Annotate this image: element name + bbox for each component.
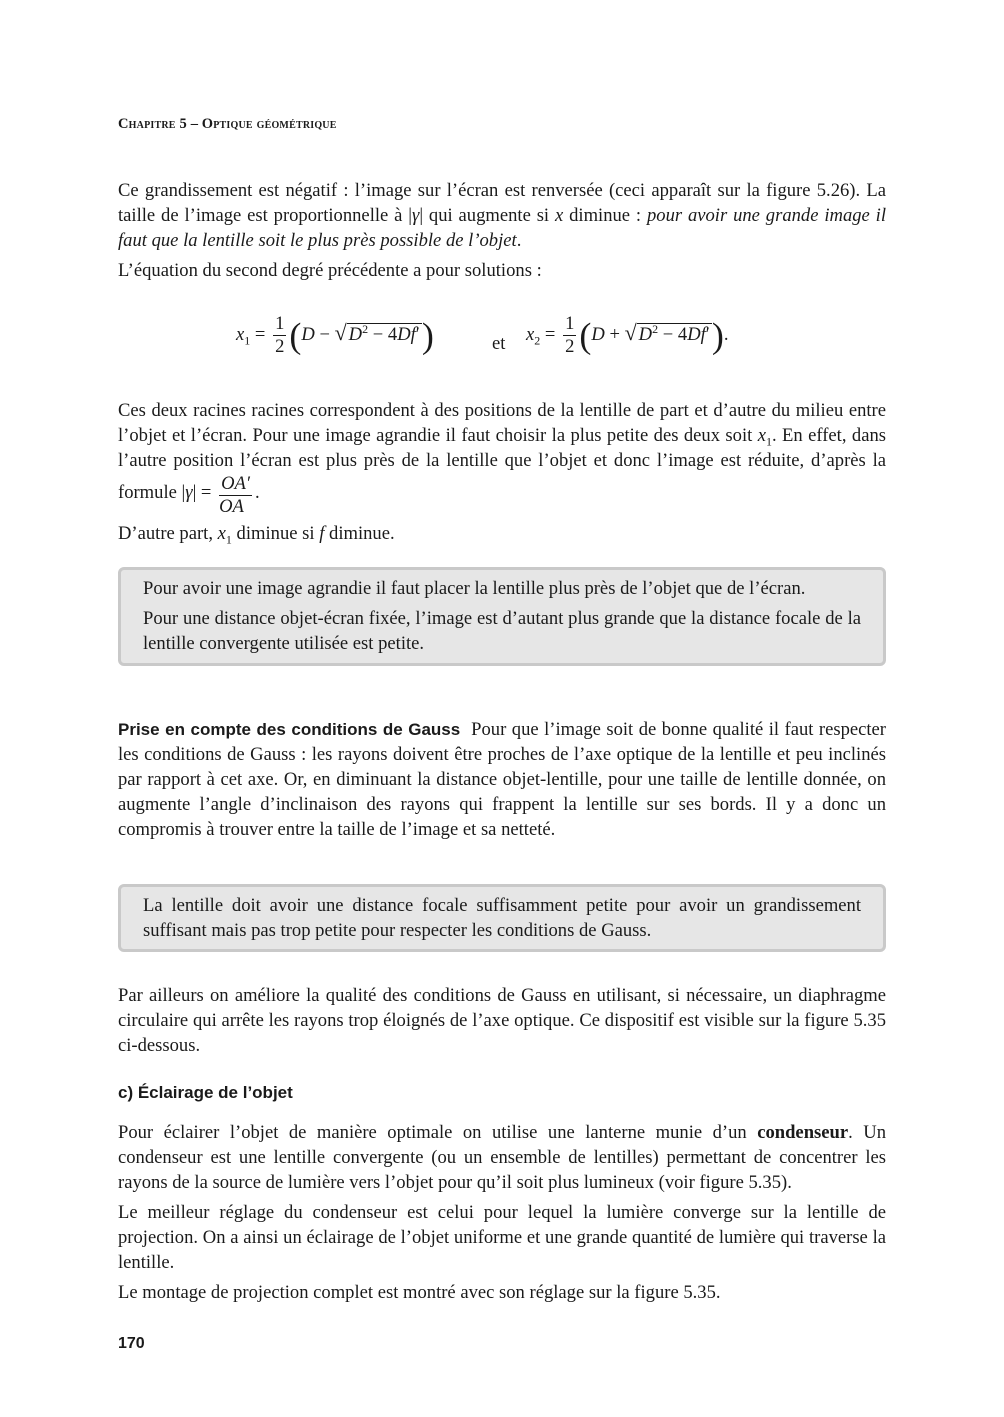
paragraph-condenseur: Pour éclairer l’objet de manière optimale on utilise une lanterne munie d’un condenseur. Un condenseur est une lentille convergente (ou un ensemble de lentilles) permettant de concentrer les rayons de la source de lumière vers l’objet pour qu’il soit plus lumineux (voir figure 5.35). <box>118 1122 886 1193</box>
running-header <box>118 116 337 133</box>
paragraph-autre-part: D’autre part, $x_1$ diminue si f diminue. <box>118 523 395 547</box>
paragraph-solutions-intro: L’équation du second degré précédente a pour solutions : <box>118 260 542 281</box>
paragraph-diaphragme: Par ailleurs on améliore la qualité des conditions de Gauss en utilisant, si nécessaire, un diaphragme circulaire qui arrête les rayons trop éloignés de l’axe optique. Ce dispositif est visible sur la figure 5.35 ci-dessous. <box>118 985 886 1056</box>
paragraph-racines: Ces deux racines racines correspondent à des positions de la lentille de part et d’autre du milieu entre l’objet et l’écran. Pour une image agrandie il faut choisir la plus petite des deux soit $x_1$. En effet, dans l’autre position l’écran est plus près de la lentille que l’objet et donc l’image est réduite, d’après la formule |γ| = $\frac{OA'}{OA}$ . <box>118 400 886 517</box>
summary-line-1: Pour avoir une image agrandie il faut placer la lentille plus près de l’objet que de l’écran. <box>143 578 806 599</box>
chapter-label: Chapitre 5 – <box>118 116 199 132</box>
summary-gauss-text: La lentille doit avoir une distance focale suffisamment petite pour avoir un grandissement suffisant mais pas trop petite pour respecter les conditions de Gauss. <box>143 895 861 941</box>
paragraph-grandissement: Ce grandissement est négatif : l’image sur l’écran est renversée (ceci apparaît sur la figure 5.26). La taille de l’image est proportionnelle à |γ| qui augmente si x diminue : pour avoir une grande image il faut que la lentille soit le plus près possible de l’objet. <box>118 180 886 251</box>
summary-line-2: Pour une distance objet-écran fixée, l’image est d’autant plus grande que la distance focale de la lentille convergente utilisée est petite. <box>143 608 861 654</box>
page-number: 170 <box>118 1335 145 1352</box>
section-title: c) Éclairage de l’objet <box>118 1083 293 1102</box>
paragraph-reglage: Le meilleur réglage du condenseur est celui pour lequel la lumière converge sur la lentille de projection. On a ainsi un éclairage de l’objet uniforme et une grande quantité de lumière qui traverse la lentille. <box>118 1202 886 1273</box>
equation-roots: $x_1$ = $\frac{1}{2}$ (D − √ $D^2 - 4Df'$) et $x_2$ = $\frac{1}{2}$ (D + √ $D^2 - 4Df'$). <box>236 313 729 357</box>
summary-box-gauss <box>118 884 886 952</box>
page <box>118 0 886 1417</box>
gauss-heading: Prise en compte des conditions de Gauss <box>118 720 461 739</box>
paragraph-montage: Le montage de projection complet est montré avec son réglage sur la figure 5.35. <box>118 1282 721 1303</box>
chapter-title: Optique géométrique <box>201 116 337 132</box>
paragraph-gauss: Prise en compte des conditions de Gauss Pour que l’image soit de bonne qualité il faut respecter les conditions de Gauss : les rayons doivent être proches de l’axe optique de la lentille et peu inclinés par rapport à cet axe. Or, en diminuant la distance objet-lentille, pour une taille de lentille donnée, on augmente l’angle d’inclinaison des rayons qui frappent la lentille sur ses bords. Il y a donc un compromis à trouver entre la taille de l’image et sa netteté. <box>118 719 886 840</box>
summary-box-agrandie <box>118 567 886 666</box>
